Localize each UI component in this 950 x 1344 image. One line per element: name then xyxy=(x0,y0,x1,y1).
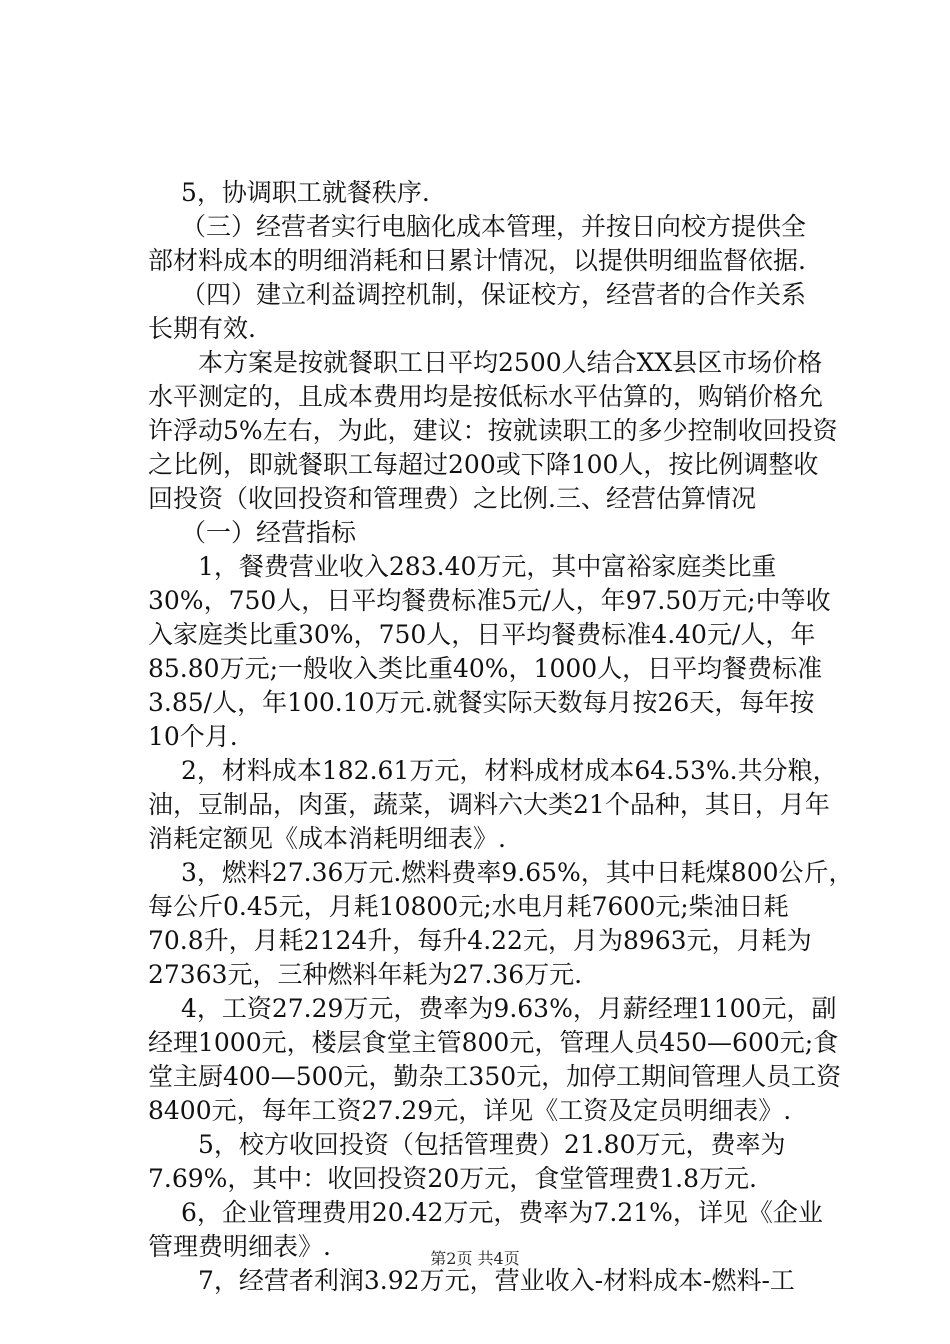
text-line: 水平测定的，且成本费用均是按低标水平估算的，购销价格允 xyxy=(148,382,824,411)
text-line: 长期有效. xyxy=(148,314,256,343)
text-line: 本方案是按就餐职工日平均2500人结合XX县区市场价格 xyxy=(148,348,823,377)
text-line: 8400元，每年工资27.29元，详见《工资及定员明细表》. xyxy=(148,1096,792,1125)
text-line: 10个月. xyxy=(148,722,238,751)
text-line: 消耗定额见《成本消耗明细表》. xyxy=(148,824,506,853)
text-line: 70.8升，月耗2124升，每升4.22元，月为8963元，月耗为 xyxy=(148,926,812,955)
text-line: 27363元，三种燃料年耗为27.36万元. xyxy=(148,960,583,989)
text-line: 油，豆制品，肉蛋，蔬菜，调料六大类21个品种，其日，月年 xyxy=(148,790,830,819)
text-line: 7.69%，其中：收回投资20万元，食堂管理费1.8万元. xyxy=(148,1164,757,1193)
text-line: （一）经营指标 xyxy=(148,518,356,547)
text-line: 30%，750人，日平均餐费标准5元/人，年97.50万元;中等收 xyxy=(148,586,831,615)
text-line: 1，餐费营业收入283.40万元，其中富裕家庭类比重 xyxy=(148,552,777,581)
text-line: 入家庭类比重30%，750人，日平均餐费标准4.40元/人，年 xyxy=(148,620,816,649)
text-line: 5，协调职工就餐秩序. xyxy=(148,178,430,207)
text-line: 4，工资27.29万元，费率为9.63%，月薪经理1100元，副 xyxy=(148,994,837,1023)
text-line: 3.85/人，年100.10万元.就餐实际天数每月按26天，每年按 xyxy=(148,688,815,717)
text-line: 5，校方收回投资（包括管理费）21.80万元，费率为 xyxy=(148,1130,786,1159)
text-line: 6，企业管理费用20.42万元，费率为7.21%，详见《企业 xyxy=(148,1198,823,1227)
text-line: 每公斤0.45元，月耗10800元;水电月耗7600元;柴油日耗 xyxy=(148,892,789,921)
text-line: 85.80万元;一般收入类比重40%，1000人，日平均餐费标准 xyxy=(148,654,823,683)
text-line: 堂主厨400—500元，勤杂工350元，加停工期间管理人员工资 xyxy=(148,1062,842,1091)
page-number-footer: 第2页 共4页 xyxy=(430,1249,520,1268)
text-line: （四）建立利益调控机制，保证校方，经营者的合作关系 xyxy=(148,280,806,309)
text-line: （三）经营者实行电脑化成本管理，并按日向校方提供全 xyxy=(148,212,806,241)
text-line: 经理1000元，楼层食堂主管800元，管理人员450—600元;食 xyxy=(148,1028,839,1057)
text-line: 7，经营者利润3.92万元，营业收入-材料成本-燃料-工 xyxy=(148,1266,795,1295)
text-line: 管理费明细表》. xyxy=(148,1232,331,1261)
text-line: 2，材料成本182.61万元，材料成材成本64.53%.共分粮， xyxy=(148,756,838,785)
text-line: 许浮动5%左右，为此，建议：按就读职工的多少控制收回投资 xyxy=(148,416,838,445)
document-body xyxy=(148,176,854,1298)
text-line: 3，燃料27.36万元.燃料费率9.65%，其中日耗煤800公斤， xyxy=(148,858,854,887)
text-line: 回投资（收回投资和管理费）之比例.三、经营估算情况 xyxy=(148,484,756,513)
text-line: 之比例，即就餐职工每超过200或下降100人，按比例调整收 xyxy=(148,450,819,479)
text-line: 部材料成本的明细消耗和日累计情况，以提供明细监督依据. xyxy=(148,246,806,275)
